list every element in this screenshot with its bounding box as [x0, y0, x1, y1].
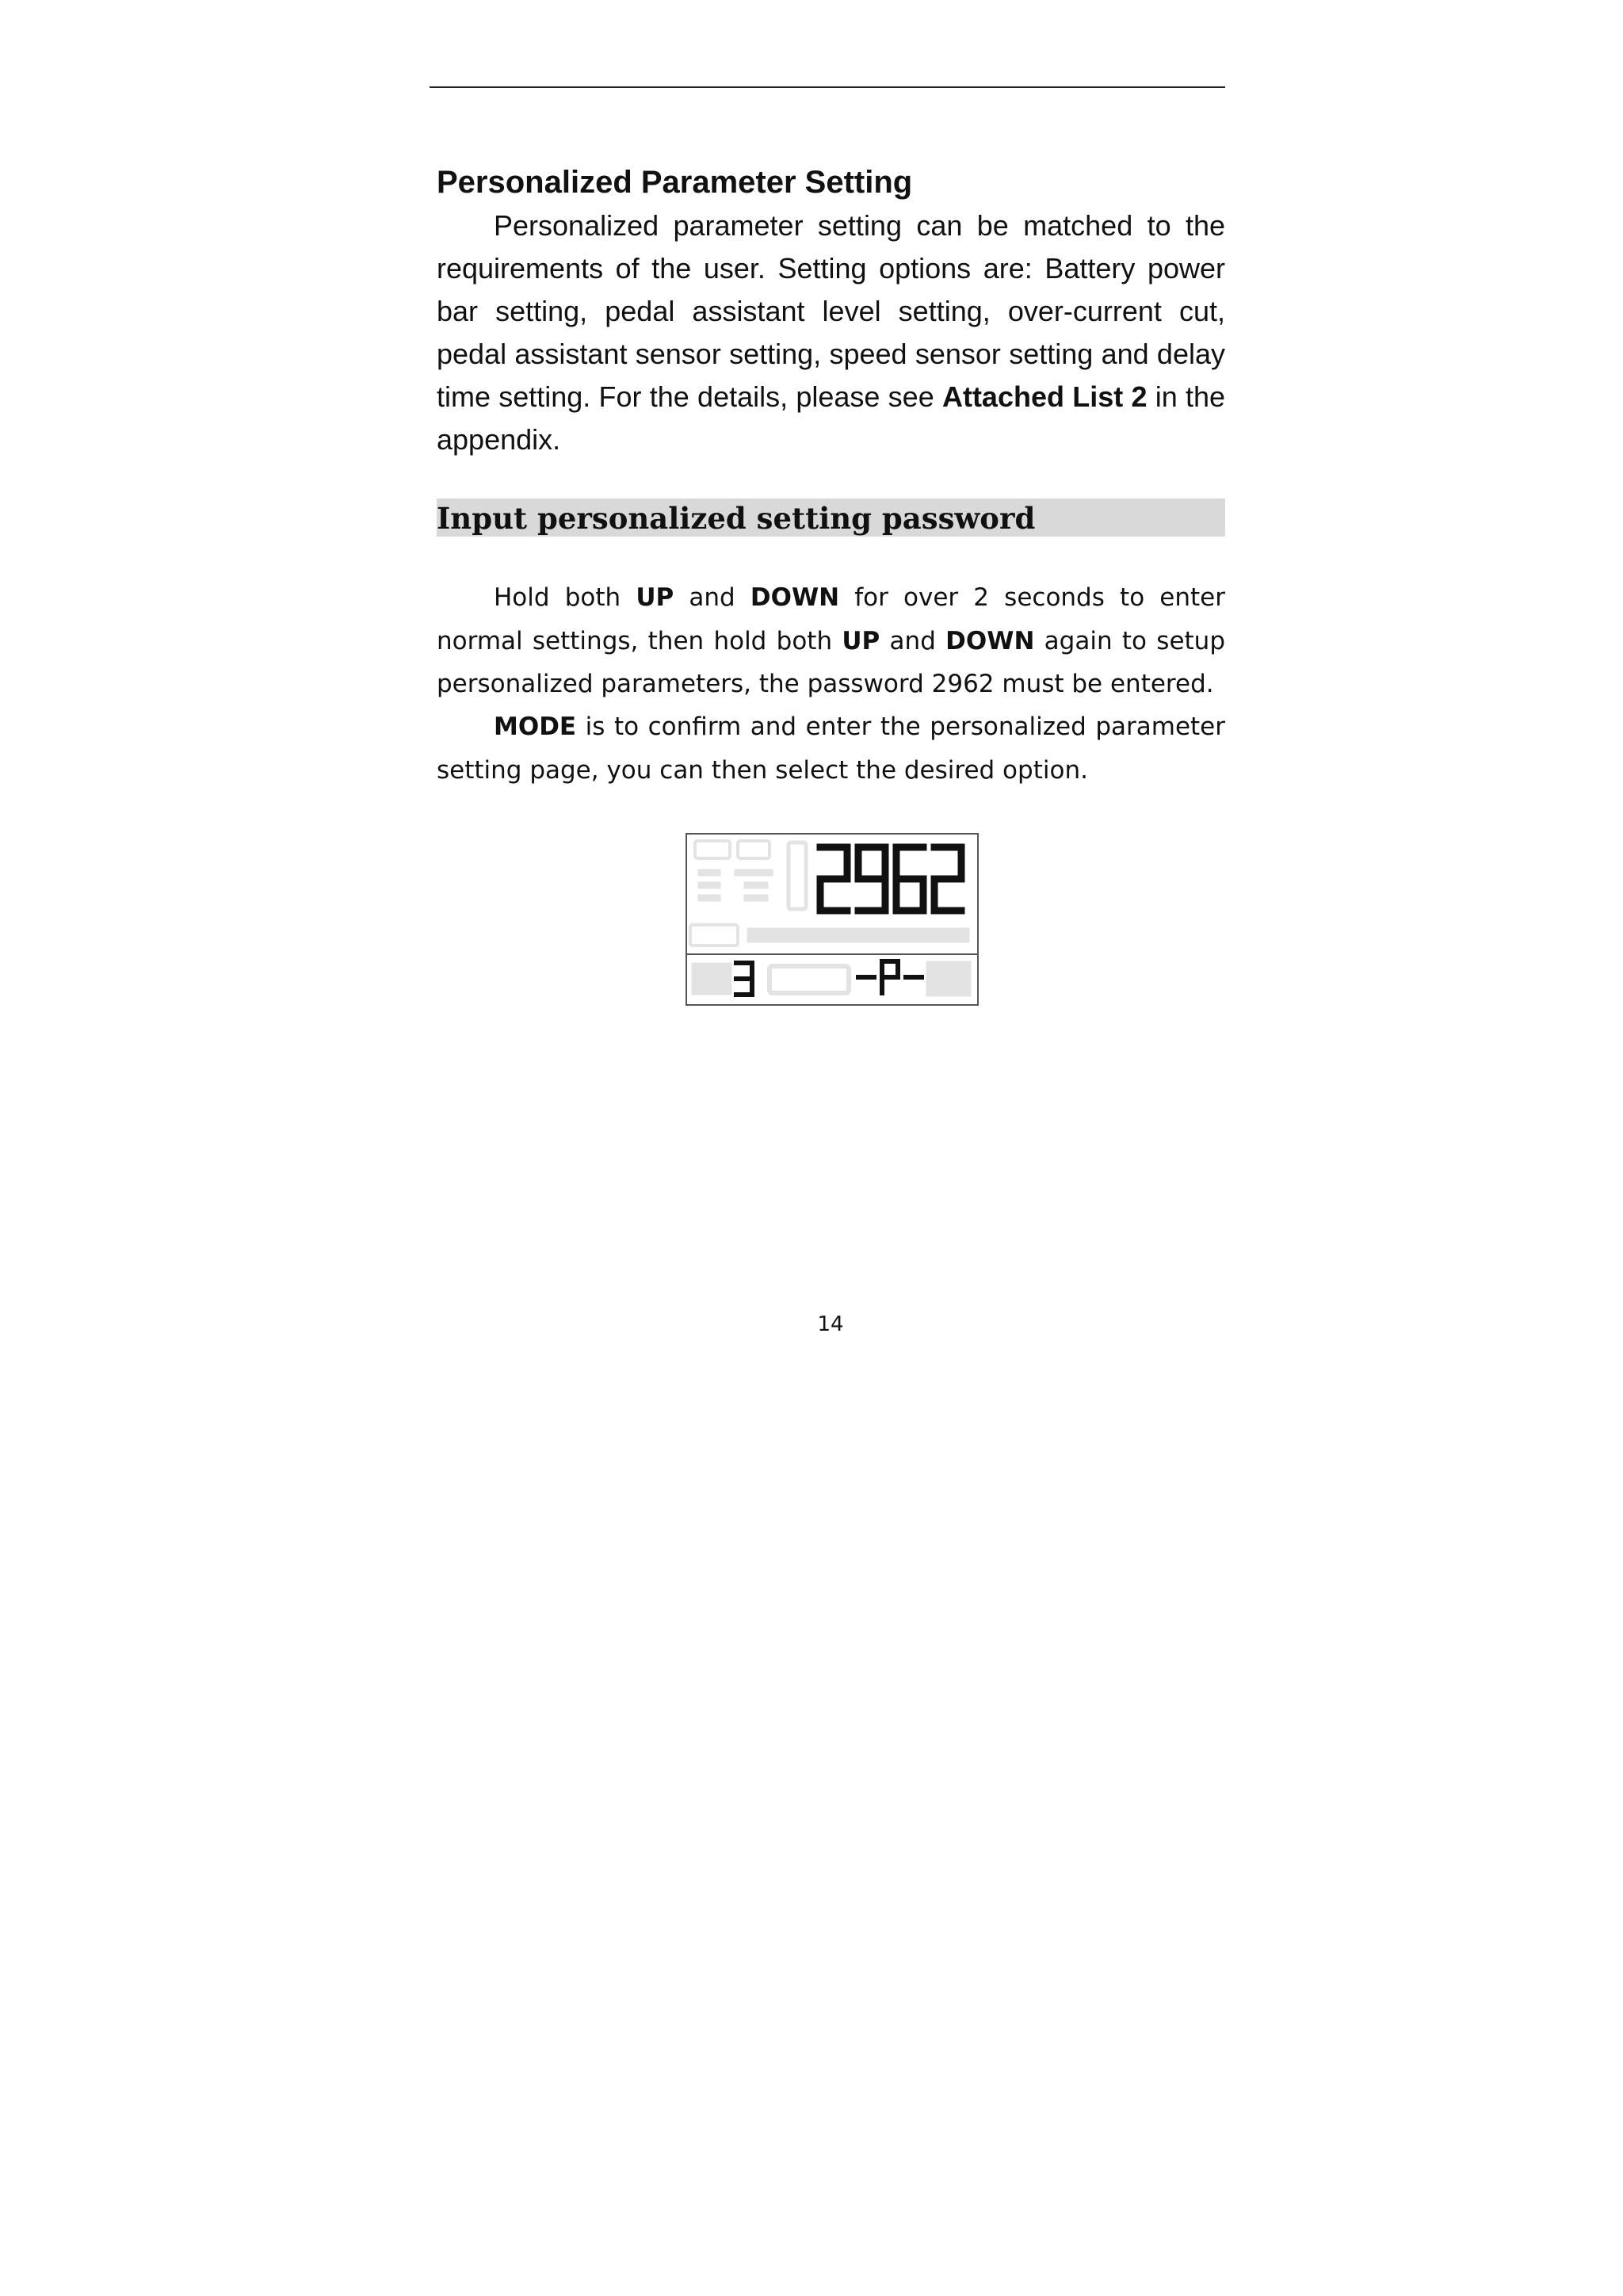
intro-paragraph — [437, 204, 1225, 461]
header-rule — [430, 86, 1225, 88]
password-paragraph — [437, 576, 1225, 706]
lcd-display-figure — [685, 833, 979, 1006]
subsection-heading: Input personalized setting password — [437, 499, 1225, 537]
page-number: 14 — [817, 1312, 844, 1336]
main-digit-2 — [858, 847, 885, 911]
p1-text-5: again to setup personalized parameters, the password 2962 must be entered. — [437, 626, 1225, 698]
ghost-battery-bars — [769, 966, 849, 993]
p1-bold-down-2: DOWN — [945, 626, 1035, 655]
p1-text-1: Hold both — [494, 583, 636, 612]
ghost-ave-label — [698, 869, 720, 876]
ghost-battery-icon — [695, 841, 730, 858]
intro-bold-ref: Attached List 2 — [941, 380, 1148, 413]
main-digit-4 — [934, 847, 961, 911]
ghost-power-bar — [747, 928, 969, 942]
p1-bold-up-2: UP — [842, 626, 880, 655]
ghost-trip-label — [698, 895, 720, 901]
lcd-level-digit — [736, 963, 752, 995]
main-digit-1 — [820, 847, 847, 911]
intro-tail: in the appendix. — [437, 380, 1226, 456]
p1-text-2: and — [674, 583, 750, 612]
main-digit-3 — [896, 847, 923, 911]
ghost-odo-label — [698, 882, 720, 888]
p1-text-4: and — [880, 626, 946, 655]
lcd-mode-chars — [858, 961, 922, 993]
ghost-assist-icon — [690, 925, 738, 946]
lcd-main-digits — [820, 847, 961, 911]
p2-text: is to confirm and enter the personalized parameter setting page, you can then select the desired option. — [437, 712, 1225, 785]
p2-bold-mode: MODE — [494, 712, 577, 741]
p1-bold-up: UP — [636, 583, 674, 612]
level-digit-1 — [736, 963, 752, 995]
ghost-unit-label — [926, 961, 971, 996]
section-heading: Personalized Parameter Setting — [437, 165, 913, 200]
ghost-speed-label — [735, 869, 773, 876]
intro-text: Personalized parameter setting can be matched to the requirements of the user. Setting options are: Battery power bar setting, pedal assistant level setting, over-current cut, pedal assistant sensor setting, speed sensor setting and delay time setting. For the details, please see — [437, 209, 1225, 413]
mode-paragraph — [437, 705, 1225, 792]
lcd-ghost-segments — [690, 841, 971, 996]
ghost-max-label — [744, 882, 768, 888]
p1-text-3: for over 2 seconds to enter normal settings, then hold both — [437, 583, 1225, 655]
ghost-time-label — [744, 895, 768, 901]
mode-char-2 — [882, 961, 898, 993]
ghost-wrench-icon — [738, 841, 769, 858]
lcd-graphics — [687, 835, 977, 1004]
p1-bold-down: DOWN — [750, 583, 840, 612]
ghost-assist-label — [692, 963, 731, 995]
ghost-digit-1 — [789, 842, 806, 909]
